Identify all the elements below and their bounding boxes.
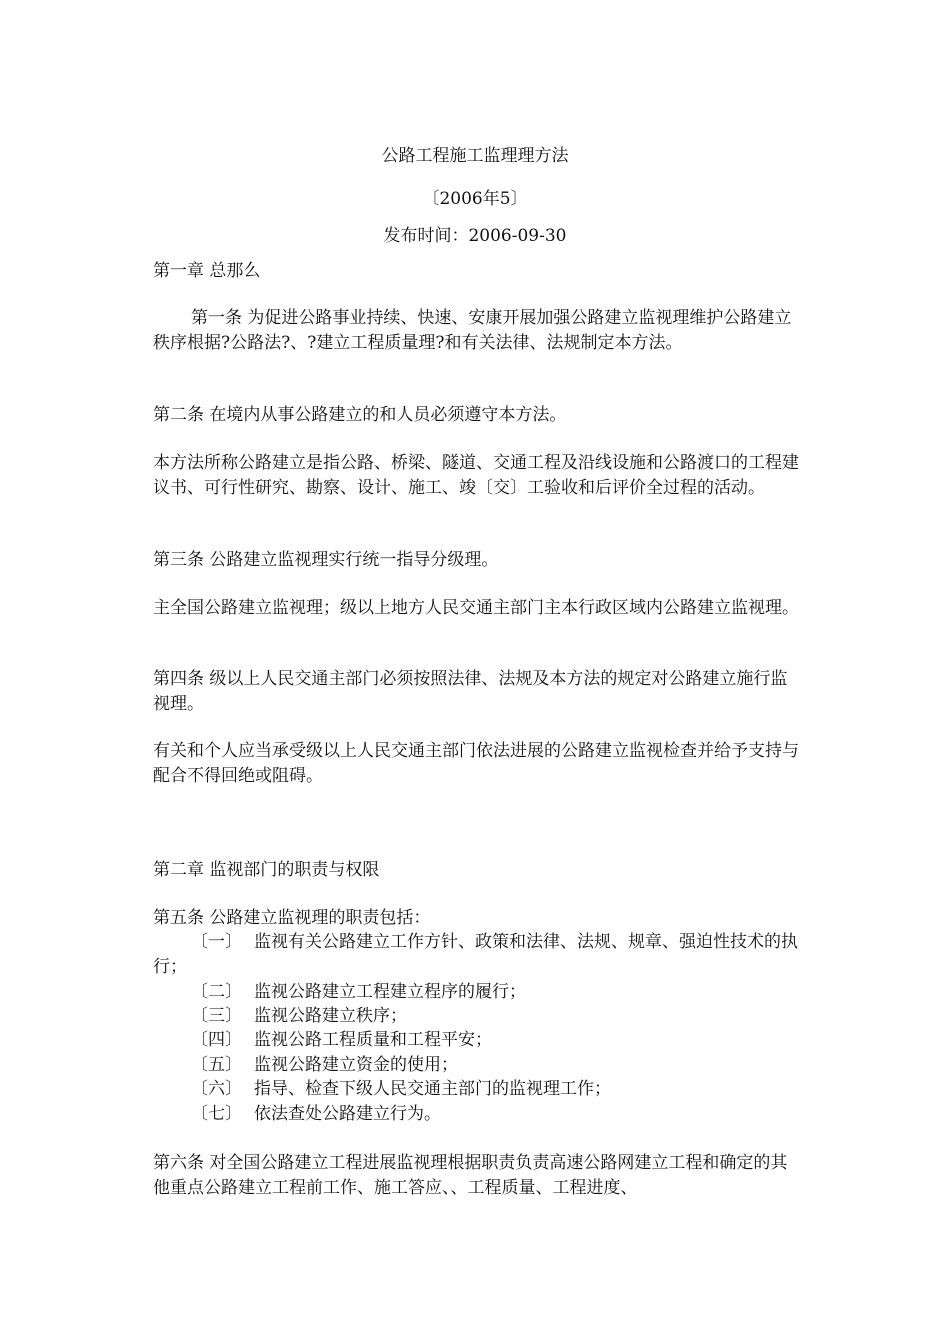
item-number: 〔一〕 <box>191 932 242 952</box>
item-number: 〔三〕 <box>191 1006 242 1026</box>
article-5-item-7 <box>153 1102 803 1127</box>
article-2: 第二条 在境内从事公路建立的和人员必须遵守本方法。 <box>153 405 567 425</box>
item-text: 监视公路建立工程建立程序的履行； <box>254 982 526 1002</box>
article-2-paragraph-2: 本方法所称公路建立是指公路、桥梁、隧道、交通工程及沿线设施和公路渡口的工程建议书、可行性研究、勘察、设计、施工、竣〔交〕工验收和后评价全过程的活动。 <box>153 453 799 498</box>
item-text: 监视公路工程质量和工程平安； <box>254 1030 492 1050</box>
publish-date: 发布时间：2006-09-30 <box>383 226 567 246</box>
item-number: 〔二〕 <box>191 982 242 1002</box>
article-4: 第四条 级以上人民交通主部门必须按照法律、法规及本方法的规定对公路建立施行监视理。 <box>153 669 788 714</box>
article-5-item-1 <box>153 930 803 980</box>
item-text: 监视公路建立秩序； <box>254 1006 407 1026</box>
article-5-item-2 <box>153 980 803 1005</box>
document-version: 〔2006年5〕 <box>422 189 528 209</box>
item-text: 监视公路建立资金的使用； <box>254 1055 458 1075</box>
article-5-item-3 <box>153 1004 803 1029</box>
chapter-1-heading: 第一章 总那么 <box>153 261 261 281</box>
item-text: 指导、检查下级人民交通主部门的监视理工作； <box>254 1079 611 1099</box>
item-number: 〔四〕 <box>191 1030 242 1050</box>
article-4-paragraph-2: 有关和个人应当承受级以上人民交通主部门依法进展的公路建立监视检查并给予支持与配合不得回绝或阻碍。 <box>153 741 799 786</box>
item-text: 监视有关公路建立工作方针、政策和法律、法规、规章、强迫性技术的执行； <box>153 932 798 977</box>
item-number: 〔五〕 <box>191 1055 242 1075</box>
article-3-paragraph-2: 主全国公路建立监视理；级以上地方人民交通主部门主本行政区域内公路建立监视理。 <box>153 598 799 618</box>
article-5-item-6 <box>153 1077 803 1102</box>
article-1: 第一条 为促进公路事业持续、快速、安康开展加强公路建立监视理维护公路建立秩序根据?公路法?、?建立工程质量理?和有关法律、法规制定本方法。 <box>153 308 792 353</box>
article-3: 第三条 公路建立监视理实行统一指导分级理。 <box>153 550 499 570</box>
chapter-2-heading: 第二章 监视部门的职责与权限 <box>153 860 380 880</box>
item-number: 〔七〕 <box>191 1104 242 1124</box>
document-title: 公路工程施工监理理方法 <box>381 146 569 166</box>
item-text: 依法查处公路建立行为。 <box>254 1104 441 1124</box>
item-number: 〔六〕 <box>191 1079 242 1099</box>
article-5-item-5 <box>153 1053 803 1078</box>
article-5: 第五条 公路建立监视理的职责包括： <box>153 908 431 928</box>
article-5-item-4 <box>153 1028 803 1053</box>
article-6: 第六条 对全国公路建立工程进展监视理根据职责负责高速公路网建立工程和确定的其他重点公路建立工程前工作、施工答应、、工程质量、工程进度、 <box>153 1153 788 1198</box>
